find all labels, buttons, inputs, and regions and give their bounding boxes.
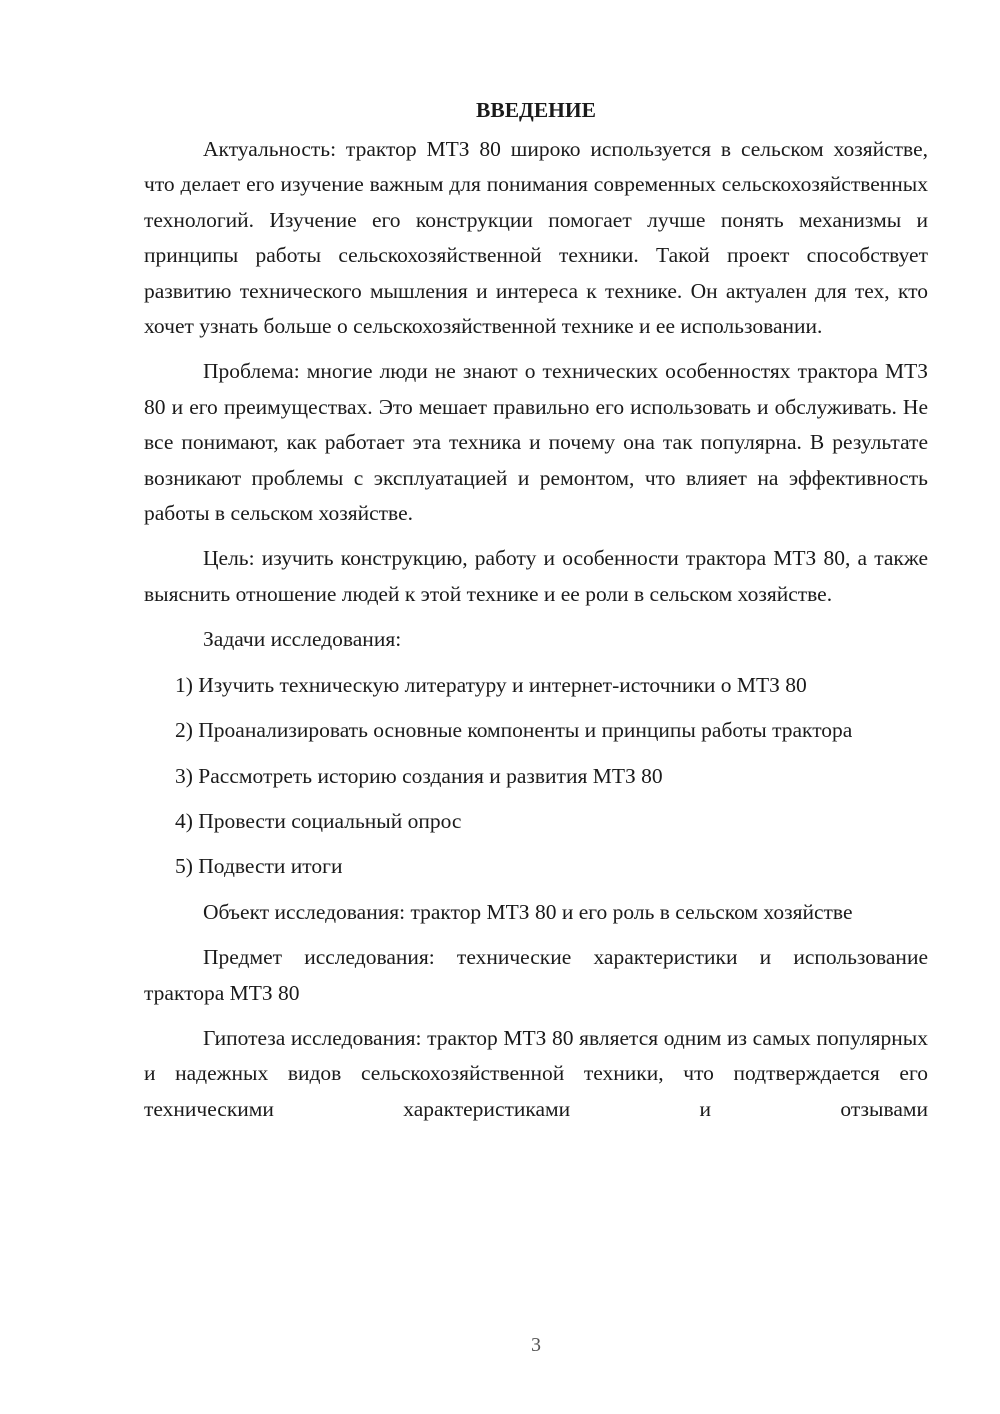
paragraph-relevance: Актуальность: трактор МТЗ 80 широко используется в сельском хозяйстве, что делает его изучение важным для понимания современных сельскохозяйственных технологий. Изучение его конструкции помогает лучше понять механизмы и принципы работы сельскохозяйственной техники. Такой проект способствует развитию технического мышления и интереса к технике. Он актуален для тех, кто хочет узнать больше о сельскохозяйственной технике и ее использовании. [144,137,928,339]
task-item-3: 3) Рассмотреть историю создания и развития МТЗ 80 [175,763,663,788]
paragraph-hypothesis: Гипотеза исследования: трактор МТЗ 80 является одним из самых популярных и надежных видов сельскохозяйственной техники, что подтверждается его техническими характеристиками и отзывами [144,1025,928,1121]
section-title: ВВЕДЕНИЕ [476,98,596,122]
task-item-1: 1) Изучить техническую литературу и интернет-источники о МТЗ 80 [175,672,807,697]
page-number: 3 [531,1334,541,1356]
document-page [144,92,928,1137]
task-item-2: 2) Проанализировать основные компоненты и принципы работы трактора [175,718,853,743]
task-item-5: 5) Подвести итоги [175,854,343,879]
paragraph-problem: Проблема: многие люди не знают о технических особенностях трактора МТЗ 80 и его преимуществах. Это мешает правильно его использовать и обслуживать. Не все понимают, как работает эта техника и почему она так популярна. В результате возникают проблемы с эксплуатацией и ремонтом, что влияет на эффективность работы в сельском хозяйстве. [144,359,928,526]
tasks-heading: Задачи исследования: [203,627,402,652]
paragraph-object: Объект исследования: трактор МТЗ 80 и его роль в сельском хозяйстве [203,899,853,924]
paragraph-goal: Цель: изучить конструкцию, работу и особенности трактора МТЗ 80, а также выяснить отношение людей к этой технике и ее роли в сельском хозяйстве. [144,546,928,606]
paragraph-subject: Предмет исследования: технические характеристики и использование трактора МТЗ 80 [144,945,928,1005]
task-item-4: 4) Провести социальный опрос [175,808,462,833]
